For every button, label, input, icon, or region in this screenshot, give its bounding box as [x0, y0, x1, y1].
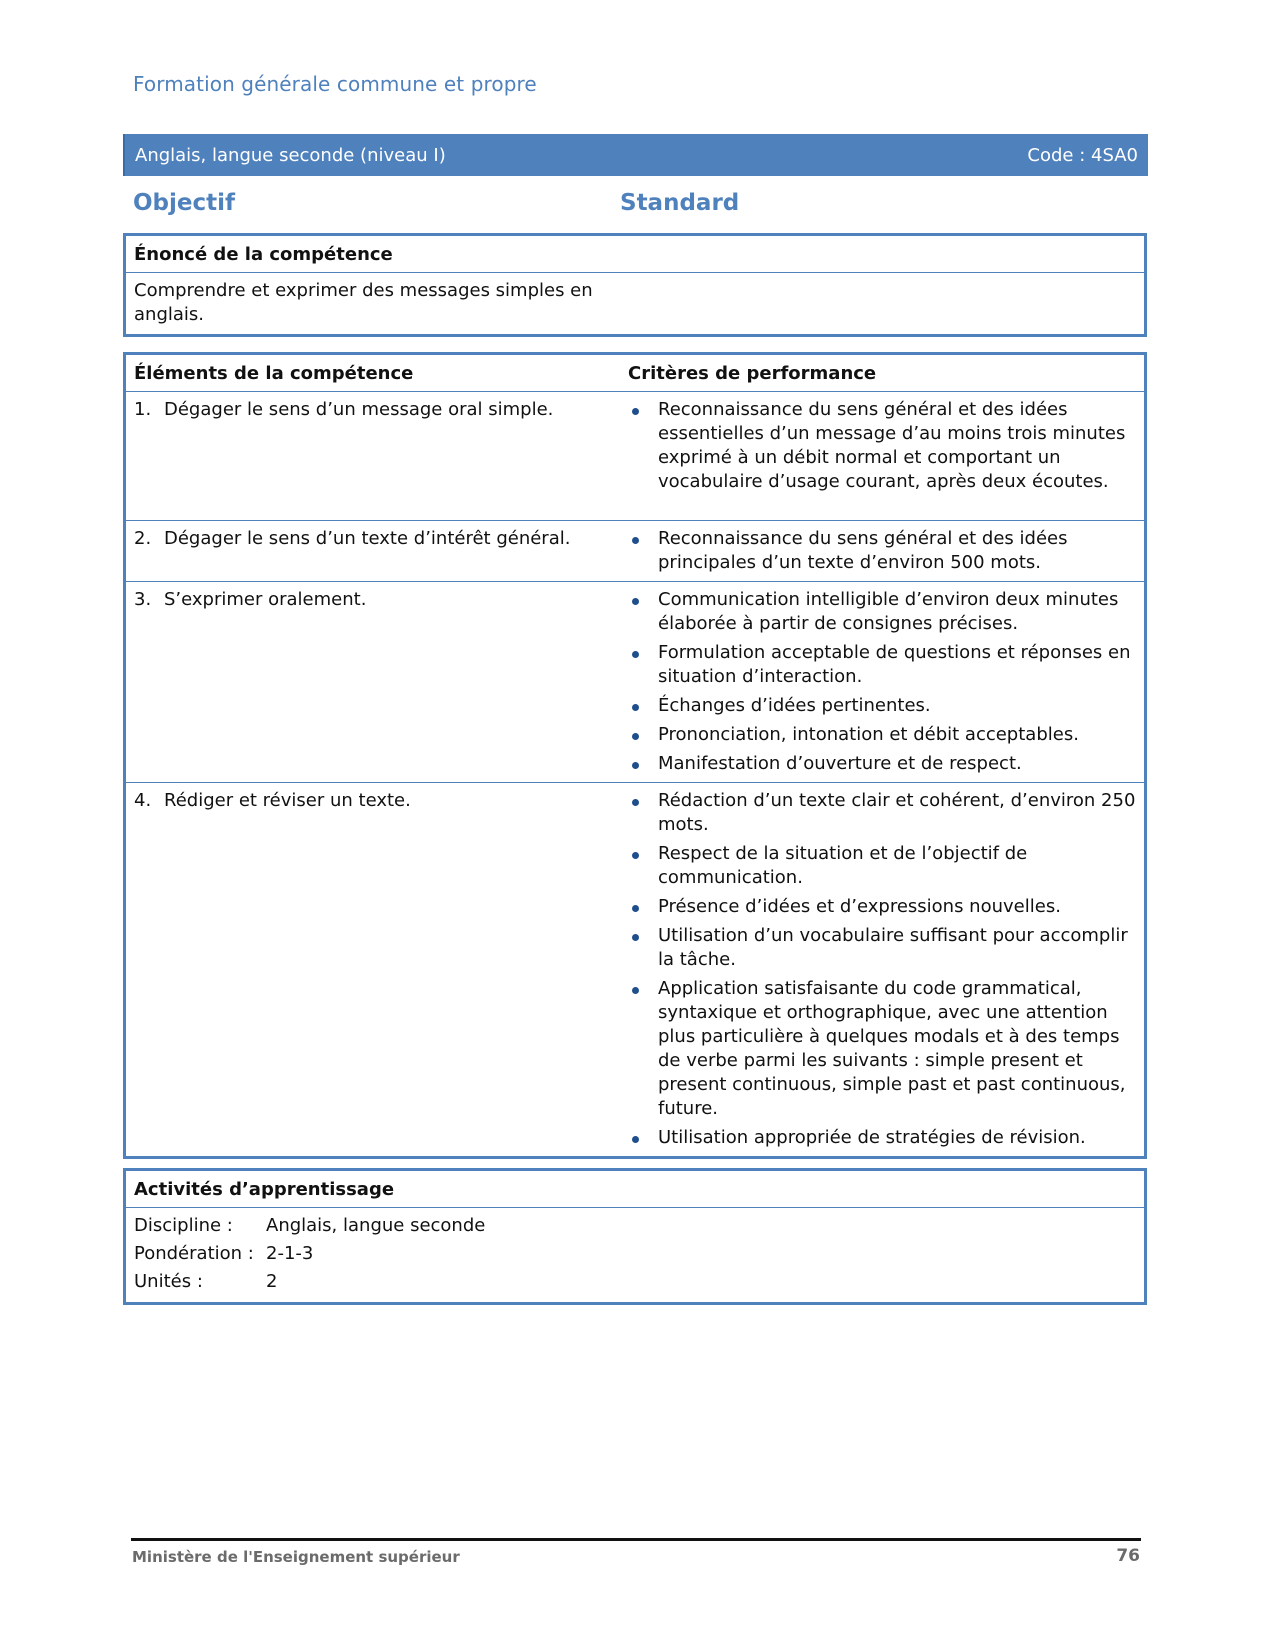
- criterion-text: Reconnaissance du sens général et des idées principales d’un texte d’environ 500 mots.: [658, 528, 1068, 573]
- criteria-list: [628, 789, 1136, 1150]
- bullet-icon: [628, 694, 658, 718]
- objective-heading: Objectif: [133, 190, 236, 216]
- list-item: [628, 752, 1136, 776]
- elements-criteria-table: [123, 352, 1147, 1159]
- element-cell: [126, 521, 628, 581]
- footer-rule: [131, 1538, 1141, 1541]
- criteria-list: [628, 588, 1136, 776]
- elements-table-header: [126, 355, 1144, 392]
- criteria-cell: [628, 392, 1144, 520]
- criterion-text: Échanges d’idées pertinentes.: [658, 695, 931, 716]
- bullet-icon: [628, 588, 658, 636]
- course-code: Code : 4SA0: [1027, 144, 1138, 166]
- bullet-icon: [628, 789, 658, 837]
- element-text: Rédiger et réviser un texte.: [164, 790, 411, 811]
- bullet-icon: [628, 398, 658, 494]
- list-item: [628, 723, 1136, 747]
- footer-publisher: Ministère de l'Enseignement supérieur: [132, 1548, 460, 1566]
- list-item: [628, 527, 1136, 575]
- table-row: [126, 392, 1144, 521]
- course-title: Anglais, langue seconde (niveau I): [135, 144, 446, 166]
- activity-row: [134, 1212, 1134, 1240]
- criterion-text: Utilisation appropriée de stratégies de révision.: [658, 1127, 1086, 1148]
- activity-row: [134, 1268, 1134, 1296]
- list-item: [628, 641, 1136, 689]
- criteria-cell: [628, 783, 1144, 1156]
- statement-header-label: Énoncé de la compétence: [134, 244, 393, 265]
- element-text: Dégager le sens d’un message oral simple.: [164, 399, 554, 420]
- bullet-icon: [628, 1126, 658, 1150]
- statement-text: Comprendre et exprimer des messages simples en anglais.: [134, 280, 593, 325]
- table-row: [126, 783, 1144, 1156]
- column-headings: [133, 190, 1143, 226]
- activities-header: [126, 1171, 1144, 1208]
- activity-label: Discipline :: [134, 1215, 233, 1236]
- table-row: [126, 521, 1144, 582]
- criterion-text: Reconnaissance du sens général et des idées essentielles d’un message d’au moins trois minutes exprimé à un débit normal et comportant un vocabulaire d’usage courant, après deux écoutes.: [658, 399, 1126, 492]
- bullet-icon: [628, 527, 658, 575]
- element-number: 1.: [134, 399, 152, 420]
- activity-value: 2-1-3: [266, 1243, 314, 1264]
- list-item: [628, 789, 1136, 837]
- element-number: 4.: [134, 790, 152, 811]
- criterion-text: Application satisfaisante du code grammatical, syntaxique et orthographique, avec une attention plus particulière à quelques modals et à des temps de verbe parmi les suivants : simple present et present continuous, simple past et past continuous, future.: [658, 978, 1126, 1119]
- page-subtitle: Formation générale commune et propre: [133, 72, 537, 96]
- elements-header-label: Éléments de la compétence: [134, 363, 414, 384]
- element-text: S’exprimer oralement.: [164, 589, 367, 610]
- criteria-list: [628, 527, 1136, 575]
- bullet-icon: [628, 977, 658, 1121]
- bullet-icon: [628, 842, 658, 890]
- criterion-text: Présence d’idées et d’expressions nouvelles.: [658, 896, 1061, 917]
- criteria-cell: [628, 521, 1144, 581]
- criterion-text: Formulation acceptable de questions et réponses en situation d’interaction.: [658, 642, 1131, 687]
- activity-row: [134, 1240, 1134, 1268]
- statement-header: [126, 236, 1144, 273]
- element-number: 3.: [134, 589, 152, 610]
- criterion-text: Utilisation d’un vocabulaire suffisant pour accomplir la tâche.: [658, 925, 1128, 970]
- activities-details: [126, 1208, 1144, 1304]
- statement-text-cell: [126, 273, 1144, 333]
- criterion-text: Manifestation d’ouverture et de respect.: [658, 753, 1022, 774]
- activities-header-label: Activités d’apprentissage: [134, 1179, 395, 1200]
- list-item: [628, 694, 1136, 718]
- list-item: [628, 924, 1136, 972]
- criterion-text: Prononciation, intonation et débit acceptables.: [658, 724, 1079, 745]
- course-title-bar: [123, 134, 1148, 176]
- page-number: 76: [1116, 1546, 1140, 1566]
- list-item: [628, 842, 1136, 890]
- bullet-icon: [628, 723, 658, 747]
- activity-value: 2: [266, 1271, 278, 1292]
- element-cell: [126, 392, 628, 520]
- list-item: [628, 1126, 1136, 1150]
- learning-activities-box: [123, 1168, 1147, 1305]
- criteria-header-label: Critères de performance: [628, 363, 877, 384]
- criterion-text: Respect de la situation et de l’objectif de communication.: [658, 843, 1028, 888]
- bullet-icon: [628, 752, 658, 776]
- list-item: [628, 588, 1136, 636]
- competency-statement-box: [123, 233, 1147, 337]
- criteria-list: [628, 398, 1136, 494]
- element-cell: [126, 783, 628, 1156]
- activity-label: Pondération :: [134, 1243, 254, 1264]
- element-text: Dégager le sens d’un texte d’intérêt général.: [164, 528, 571, 549]
- bullet-icon: [628, 895, 658, 919]
- activity-value: Anglais, langue seconde: [266, 1215, 486, 1236]
- bullet-icon: [628, 641, 658, 689]
- element-number: 2.: [134, 528, 152, 549]
- list-item: [628, 977, 1136, 1121]
- activity-label: Unités :: [134, 1271, 203, 1292]
- criteria-cell: [628, 582, 1144, 782]
- standard-heading: Standard: [620, 190, 740, 216]
- criterion-text: Communication intelligible d’environ deux minutes élaborée à partir de consignes précises.: [658, 589, 1119, 634]
- table-row: [126, 582, 1144, 783]
- list-item: [628, 895, 1136, 919]
- criterion-text: Rédaction d’un texte clair et cohérent, d’environ 250 mots.: [658, 790, 1136, 835]
- list-item: [628, 398, 1136, 494]
- bullet-icon: [628, 924, 658, 972]
- element-cell: [126, 582, 628, 782]
